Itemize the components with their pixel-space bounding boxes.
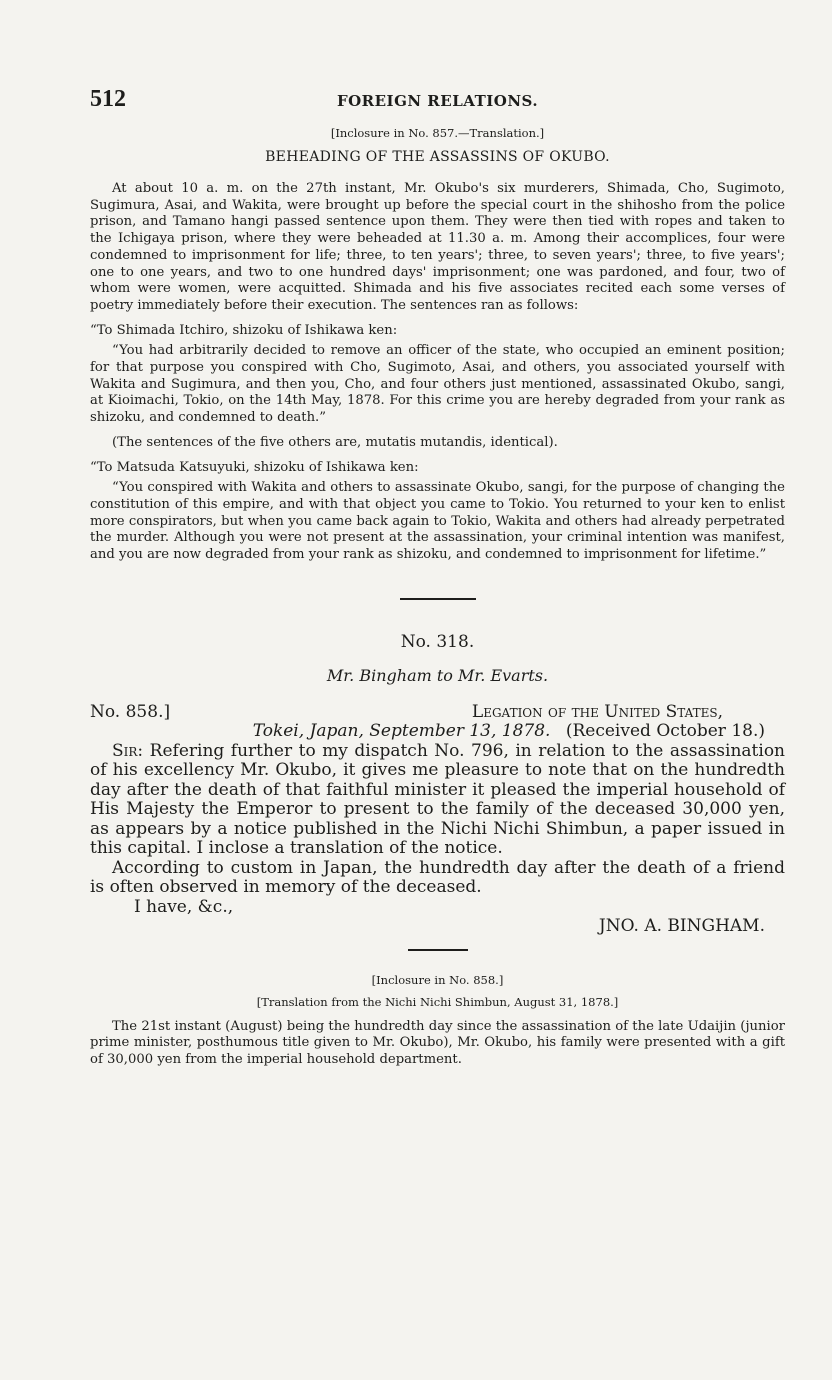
dispatch-heading-line [90, 703, 785, 723]
inclosure-857-caption: [Inclosure in No. 857.—Translation.] [330, 126, 545, 140]
running-head: FOREIGN RELATIONS. [336, 92, 539, 110]
closing: I have, &c., [134, 896, 234, 917]
legation-name: Legation of the United States, [471, 701, 723, 722]
dispatch-paragraph-2: According to custom in Japan, the hundredth day after the death of a friend is often observed in memory of the deceased. [90, 857, 785, 898]
sentence-text-matsuda: “You conspired with Wakita and others to assassinate Okubo, sangi, for the purpose of changing the constitution of this empire, and with that object you came to Tokio. You returned to your ken to enlist more conspirators, but when you came back again to Tokio, Wakita and others had already perpetrated the murder. Although you were not present at the assassination, your criminal intention was manifest, and you are now degraded from your rank as shizoku, and condemned to imprisonment for lifetime.” [90, 480, 785, 563]
translation-paragraph: The 21st instant (August) being the hundredth day since the assassination of the late Udaijin (junior prime minister, posthumous title given to Mr. Okubo), Mr. Okubo, his family were presented with a gift of 30,000 yen from the imperial household department. [90, 1018, 785, 1068]
sentence-note: (The sentences of the five others are, mutatis mutandis, identical). [112, 434, 558, 450]
section-divider-2 [408, 949, 468, 951]
salutation: Sir: [112, 740, 144, 761]
correspondents: Mr. Bingham to Mr. Evarts. [326, 665, 549, 685]
page-header [90, 86, 785, 120]
sentence-address-matsuda: “To Matsuda Katsuyuki, shizoku of Ishikawa ken: [90, 459, 419, 475]
sentence-address-shimada: “To Shimada Itchiro, shizoku of Ishikawa ken: [90, 322, 398, 338]
article-title: BEHEADING OF THE ASSASSINS OF OKUBO. [265, 149, 610, 165]
page [90, 86, 785, 1069]
paragraph-beheading: At about 10 a. m. on the 27th instant, Mr. Okubo's six murderers, Shimada, Cho, Sugimoto, Sugimura, Asai, and Wakita, were brought up before the special court in the shihosho from the police prison, and Tamano hangi passed sentence upon them. They were then tied with ropes and taken to the Ichigaya prison, where they were beheaded at 11.30 a. m. Among their accomplices, four were condemned to imprisonment for life; three, to ten years'; three, to seven years'; three, to five years'; one to one years, and two to one hundred days' imprisonment; one was pardoned, and four, two of whom were women, were acquitted. Shimada and his five associates recited each some verses of poetry immediately before their execution. The sentences ran as follows: [90, 181, 785, 313]
inclosure-858-caption: [Inclosure in No. 858.] [371, 972, 504, 987]
document-number: No. 318. [400, 631, 475, 652]
place-date: Tokei, Japan, September 13, 1878. [252, 721, 551, 742]
signature: JNO. A. BINGHAM. [598, 916, 765, 937]
translation-caption: [Translation from the Nichi Nichi Shimbun, August 31, 1878.] [256, 994, 619, 1009]
dispatch-paragraph-1 [90, 742, 785, 859]
dispatch-dateline [90, 722, 765, 742]
section-divider [400, 598, 476, 600]
sentence-text-shimada: “You had arbitrarily decided to remove an officer of the state, who occupied an eminent position; for that purpose you conspired with Cho, Sugimoto, Asai, and others, you associated yourself with Wakita and Sugimura, and then you, Cho, and four others just mentioned, assassinated Okubo, sangi, at Kioimachi, Tokio, on the 14th May, 1878. For this crime you are hereby degraded from your rank as shizoku, and condemned to death.” [90, 343, 785, 426]
dispatch-paragraph-1-text: Refering further to my dispatch No. 796, in relation to the assassination of his excellency Mr. Okubo, it gives me pleasure to note that on the hundredth day after the death of that faithful minister it pleased the imperial household of His Majesty the Emperor to present to the family of the deceased 30,000 yen, as appears by a notice published in the Nichi Nichi Shimbun, a paper issued in this capital. I inclose a translation of the notice. [90, 740, 786, 859]
page-number: 512 [90, 86, 126, 112]
received-date: (Received October 18.) [565, 721, 765, 742]
dispatch-number: No. 858.] [90, 701, 171, 722]
